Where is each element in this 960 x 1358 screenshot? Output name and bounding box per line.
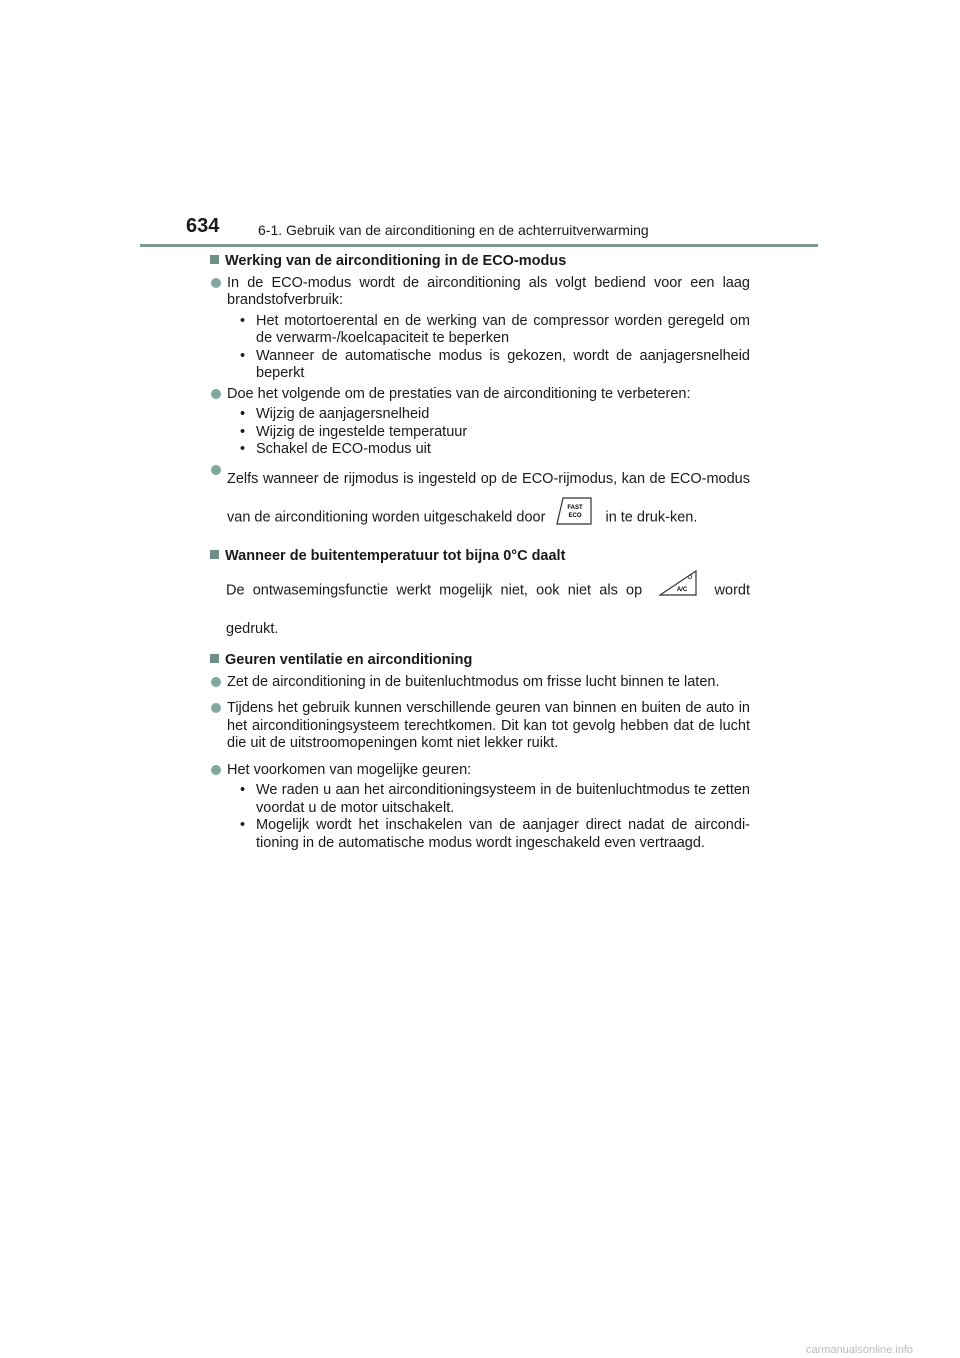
section-square-icon	[210, 654, 219, 663]
sub-item: • Schakel de ECO-modus uit	[236, 441, 750, 459]
bullet-dot-icon	[211, 677, 221, 687]
section-square-icon	[210, 550, 219, 559]
sub-item: • We raden u aan het airconditioningsysteem in de buitenluchtmodus te zetten voordat u de motor uitschakelt.	[240, 782, 750, 816]
bullet-text: Tijdens het gebruik kunnen verschillende geuren van binnen en buiten de auto in het airconditioningsysteem terechtkomen. Dit kan tot gevolg hebben dat de lucht die uit de uitstroomopeningen komt niet lekker ruikt.	[227, 700, 750, 751]
page-content	[210, 253, 750, 855]
sub-item: • Wanneer de automatische modus is gekozen, wordt de aanjagersnelheid beperkt	[240, 347, 750, 381]
list-item	[210, 700, 750, 753]
sub-item: • Wijzig de aanjagersnelheid	[236, 406, 750, 424]
sub-item-text: Mogelijk wordt het inschakelen van de aanjager direct nadat de aircondi-tioning in de automatische modus wordt ingeschakeld even vertraagd.	[256, 817, 750, 851]
bullet-text: Het voorkomen van mogelijke geuren:	[227, 761, 472, 778]
bullet-dot-icon	[211, 389, 221, 399]
bullet-text: Zet de airconditioning in de buitenluchtmodus om frisse lucht binnen te laten.	[227, 673, 720, 690]
sub-item-text: Schakel de ECO-modus uit	[256, 441, 431, 457]
page-number: 634	[186, 215, 220, 237]
svg-text:A/C: A/C	[677, 587, 688, 593]
sub-item-text: Wijzig de aanjagersnelheid	[256, 406, 430, 422]
bullet-dot-icon	[211, 278, 221, 288]
section-heading	[210, 652, 750, 670]
list-item	[210, 674, 750, 692]
section-title: Werking van de airconditioning in de ECO-modus	[225, 253, 567, 269]
section-title: Geuren ventilatie en airconditioning	[225, 652, 473, 668]
sub-item: • Het motortoerental en de werking van de compressor worden geregeld om de verwarm-/koelcapaciteit te beperken	[240, 312, 750, 346]
section-heading	[210, 253, 750, 271]
svg-text:ECO: ECO	[568, 512, 582, 519]
bullet-dot-icon	[211, 465, 221, 475]
list-item	[210, 386, 750, 404]
bullet-text: In de ECO-modus wordt de airconditioning als volgt bediend voor een laag brandstofverbruik:	[227, 274, 750, 308]
list-item	[210, 462, 750, 539]
sub-list	[236, 313, 750, 383]
bullet-text-before: Zelfs wanneer de rijmodus is ingesteld op de ECO-rijmodus, kan de ECO-modus van de airconditioning worden uitgeschakeld door	[227, 470, 750, 525]
ac-button-icon	[656, 569, 700, 612]
section-square-icon	[210, 255, 219, 264]
sub-item-text: Wijzig de ingestelde temperatuur	[256, 423, 468, 440]
sub-item-text: Het motortoerental en de werking van de compressor worden geregeld om de verwarm-/koelcapaciteit te beperken	[256, 312, 750, 346]
sub-list	[236, 406, 750, 459]
bullet-dot-icon	[211, 703, 221, 713]
bullet-text-after: in te druk-ken.	[605, 508, 698, 525]
bullet-dot-icon	[211, 765, 221, 775]
sub-item: • Wijzig de ingestelde temperatuur	[236, 424, 750, 442]
bullet-text	[227, 462, 750, 539]
paragraph	[226, 569, 750, 646]
watermark-text: carmanualsonline.info	[806, 1344, 914, 1356]
paragraph-text-after: wordt gedrukt.	[226, 582, 751, 637]
header-rule	[140, 244, 818, 247]
sub-item-text: We raden u aan het airconditioningsysteem in de buitenluchtmodus te zetten voordat u de motor uitschakelt.	[256, 782, 750, 816]
sub-item-text: Wanneer de automatische modus is gekozen, wordt de aanjagersnelheid beperkt	[256, 347, 750, 381]
section-title: Wanneer de buitentemperatuur tot bijna 0°C daalt	[225, 547, 566, 564]
bullet-text: Doe het volgende om de prestaties van de airconditioning te verbeteren:	[227, 385, 691, 402]
section-heading	[210, 548, 750, 566]
svg-text:FAST: FAST	[567, 504, 584, 511]
list-item	[210, 762, 750, 780]
sub-item: • Mogelijk wordt het inschakelen van de aanjager direct nadat de aircondi-tioning in de automatische modus wordt ingeschakeld even vertraagd.	[240, 817, 750, 851]
list-item	[210, 275, 750, 310]
sub-list	[236, 782, 750, 852]
chapter-title: 6-1. Gebruik van de airconditioning en de achterruitverwarming	[258, 222, 649, 238]
paragraph-text-before: De ontwasemingsfunctie werkt mogelijk niet, ook niet als op	[226, 582, 643, 599]
fast-eco-button-icon	[555, 496, 595, 539]
